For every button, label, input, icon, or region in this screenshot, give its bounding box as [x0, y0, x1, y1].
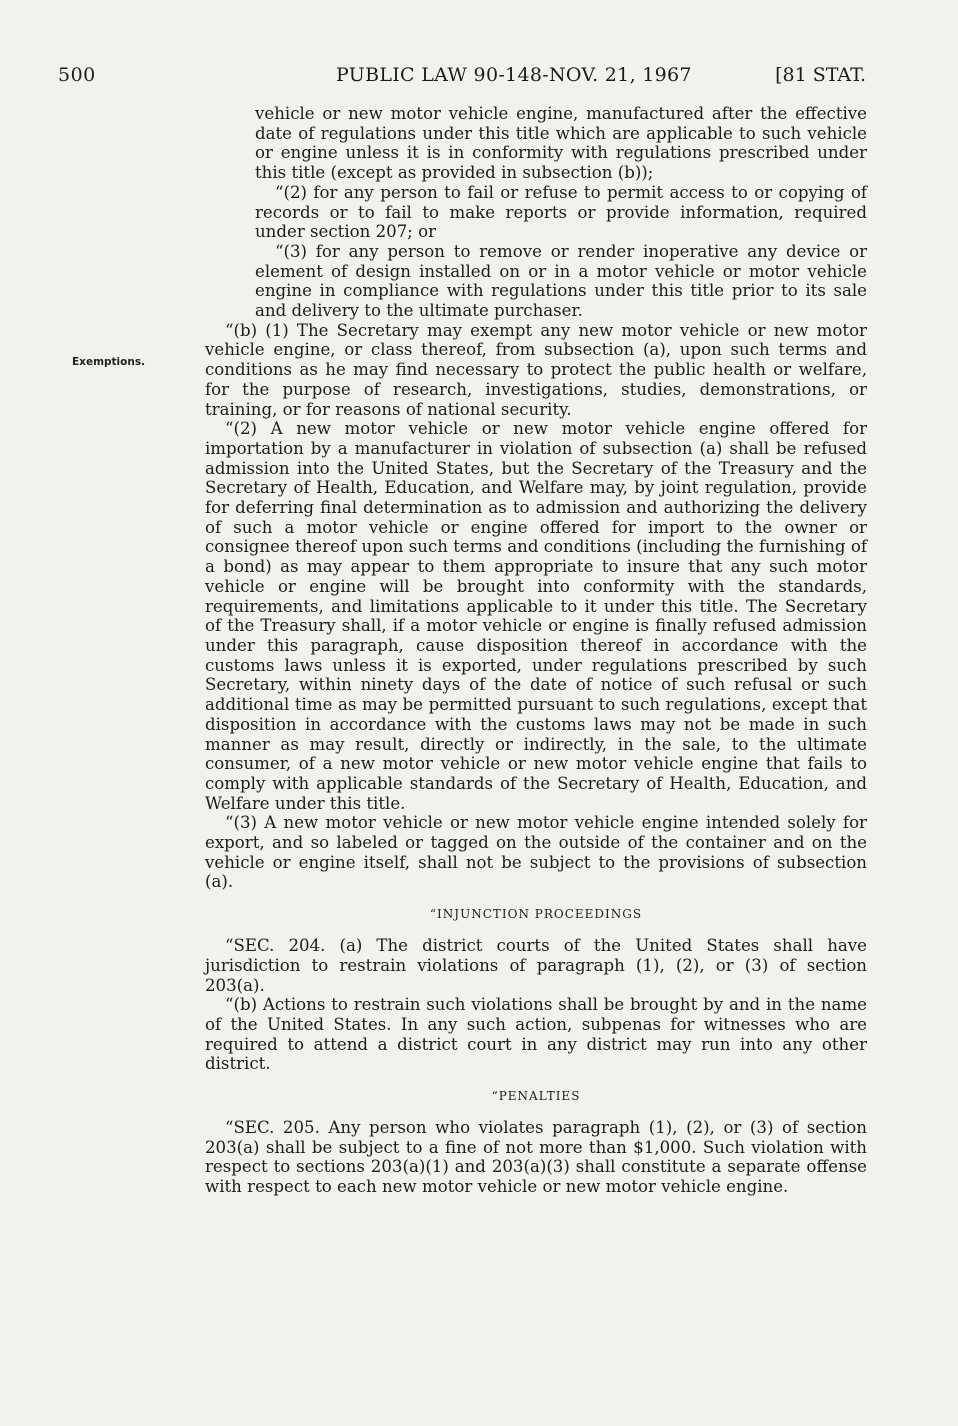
paragraph-sec-205: “SEC. 205. Any person who violates paragraph (1), (2), or (3) of section 203(a) shall be subject to a fine of not more than $1,000. Such violation with respect to sections 203(a)(1) and 203(a)(3) shall constitute a separate offense with respect to each new motor vehicle or new motor vehicle engine.: [205, 1118, 867, 1197]
statute-reference: [81 STAT.: [775, 64, 866, 86]
section-heading-penalties: “PENALTIES: [491, 1089, 581, 1104]
paragraph-3: “(3) for any person to remove or render inoperative any device or element of design installed on or in a motor vehicle or motor vehicle engine in compliance with regulations under this title prior to its sale and delivery to the ultimate purchaser.: [255, 241, 867, 321]
running-head: PUBLIC LAW 90-148-NOV. 21, 1967: [336, 64, 692, 86]
paragraph-sec-204b: “(b) Actions to restrain such violations shall be brought by and in the name of the United States. In any such action, subpenas for witnesses who are required to attend a district court in any district may run into any other district.: [205, 995, 867, 1074]
paragraph-2: “(2) for any person to fail or refuse to permit access to or copying of records or to fail to make reports or provide information, required under section 207; or: [255, 182, 867, 242]
sidenote-exemptions: Exemptions.: [72, 356, 146, 368]
section-heading-injunction: “INJUNCTION PROCEEDINGS: [429, 907, 643, 922]
paragraph-continuation: vehicle or new motor vehicle engine, manufactured after the effective date of regulations under this title which are applicable to such vehicle or engine unless it is in conformity with regulations prescribed under this title (except as provided in subsection (b));: [255, 104, 867, 183]
page-number: 500: [58, 64, 96, 86]
paragraph-b3: “(3) A new motor vehicle or new motor vehicle engine intended solely for export, and so labeled or tagged on the outside of the container and on the vehicle or engine itself, shall not be subject to the provisions of subsection (a).: [205, 813, 867, 892]
body-text: [205, 104, 867, 1197]
paragraph-b2: “(2) A new motor vehicle or new motor vehicle engine offered for importation by a manufacturer in violation of subsection (a) shall be refused admission into the United States, but the Secretary of the Treasury and the Secretary of Health, Education, and Welfare may, by joint regulation, provide for deferring final determination as to admission and authorizing the delivery of such a motor vehicle or engine offered for import to the owner or consignee thereof upon such terms and conditions (including the furnishing of a bond) as may appear to them appropriate to insure that any such motor vehicle or engine will be brought into conformity with the standards, requirements, and limitations applicable to it under this title. The Secretary of the Treasury shall, if a motor vehicle or engine is finally refused admission under this paragraph, cause disposition thereof in accordance with the customs laws unless it is exported, under regulations prescribed by such Secretary, within ninety days of the date of notice of such refusal or such additional time as may be permitted pursuant to such regulations, except that disposition in accordance with the customs laws may not be made in such manner as may result, directly or indirectly, in the sale, to the ultimate consumer, of a new motor vehicle or new motor vehicle engine that fails to comply with applicable standards of the Secretary of Health, Education, and Welfare under this title.: [205, 419, 867, 813]
paragraph-b1: “(b) (1) The Secretary may exempt any new motor vehicle or new motor vehicle engine, or class thereof, from subsection (a), upon such terms and conditions as he may find necessary to protect the public health or welfare, for the purpose of research, investigations, studies, demonstrations, or training, or for reasons of national security.: [205, 320, 867, 419]
paragraph-sec-204a: “SEC. 204. (a) The district courts of the United States shall have jurisdiction to restrain violations of paragraph (1), (2), or (3) of section 203(a).: [205, 936, 867, 995]
